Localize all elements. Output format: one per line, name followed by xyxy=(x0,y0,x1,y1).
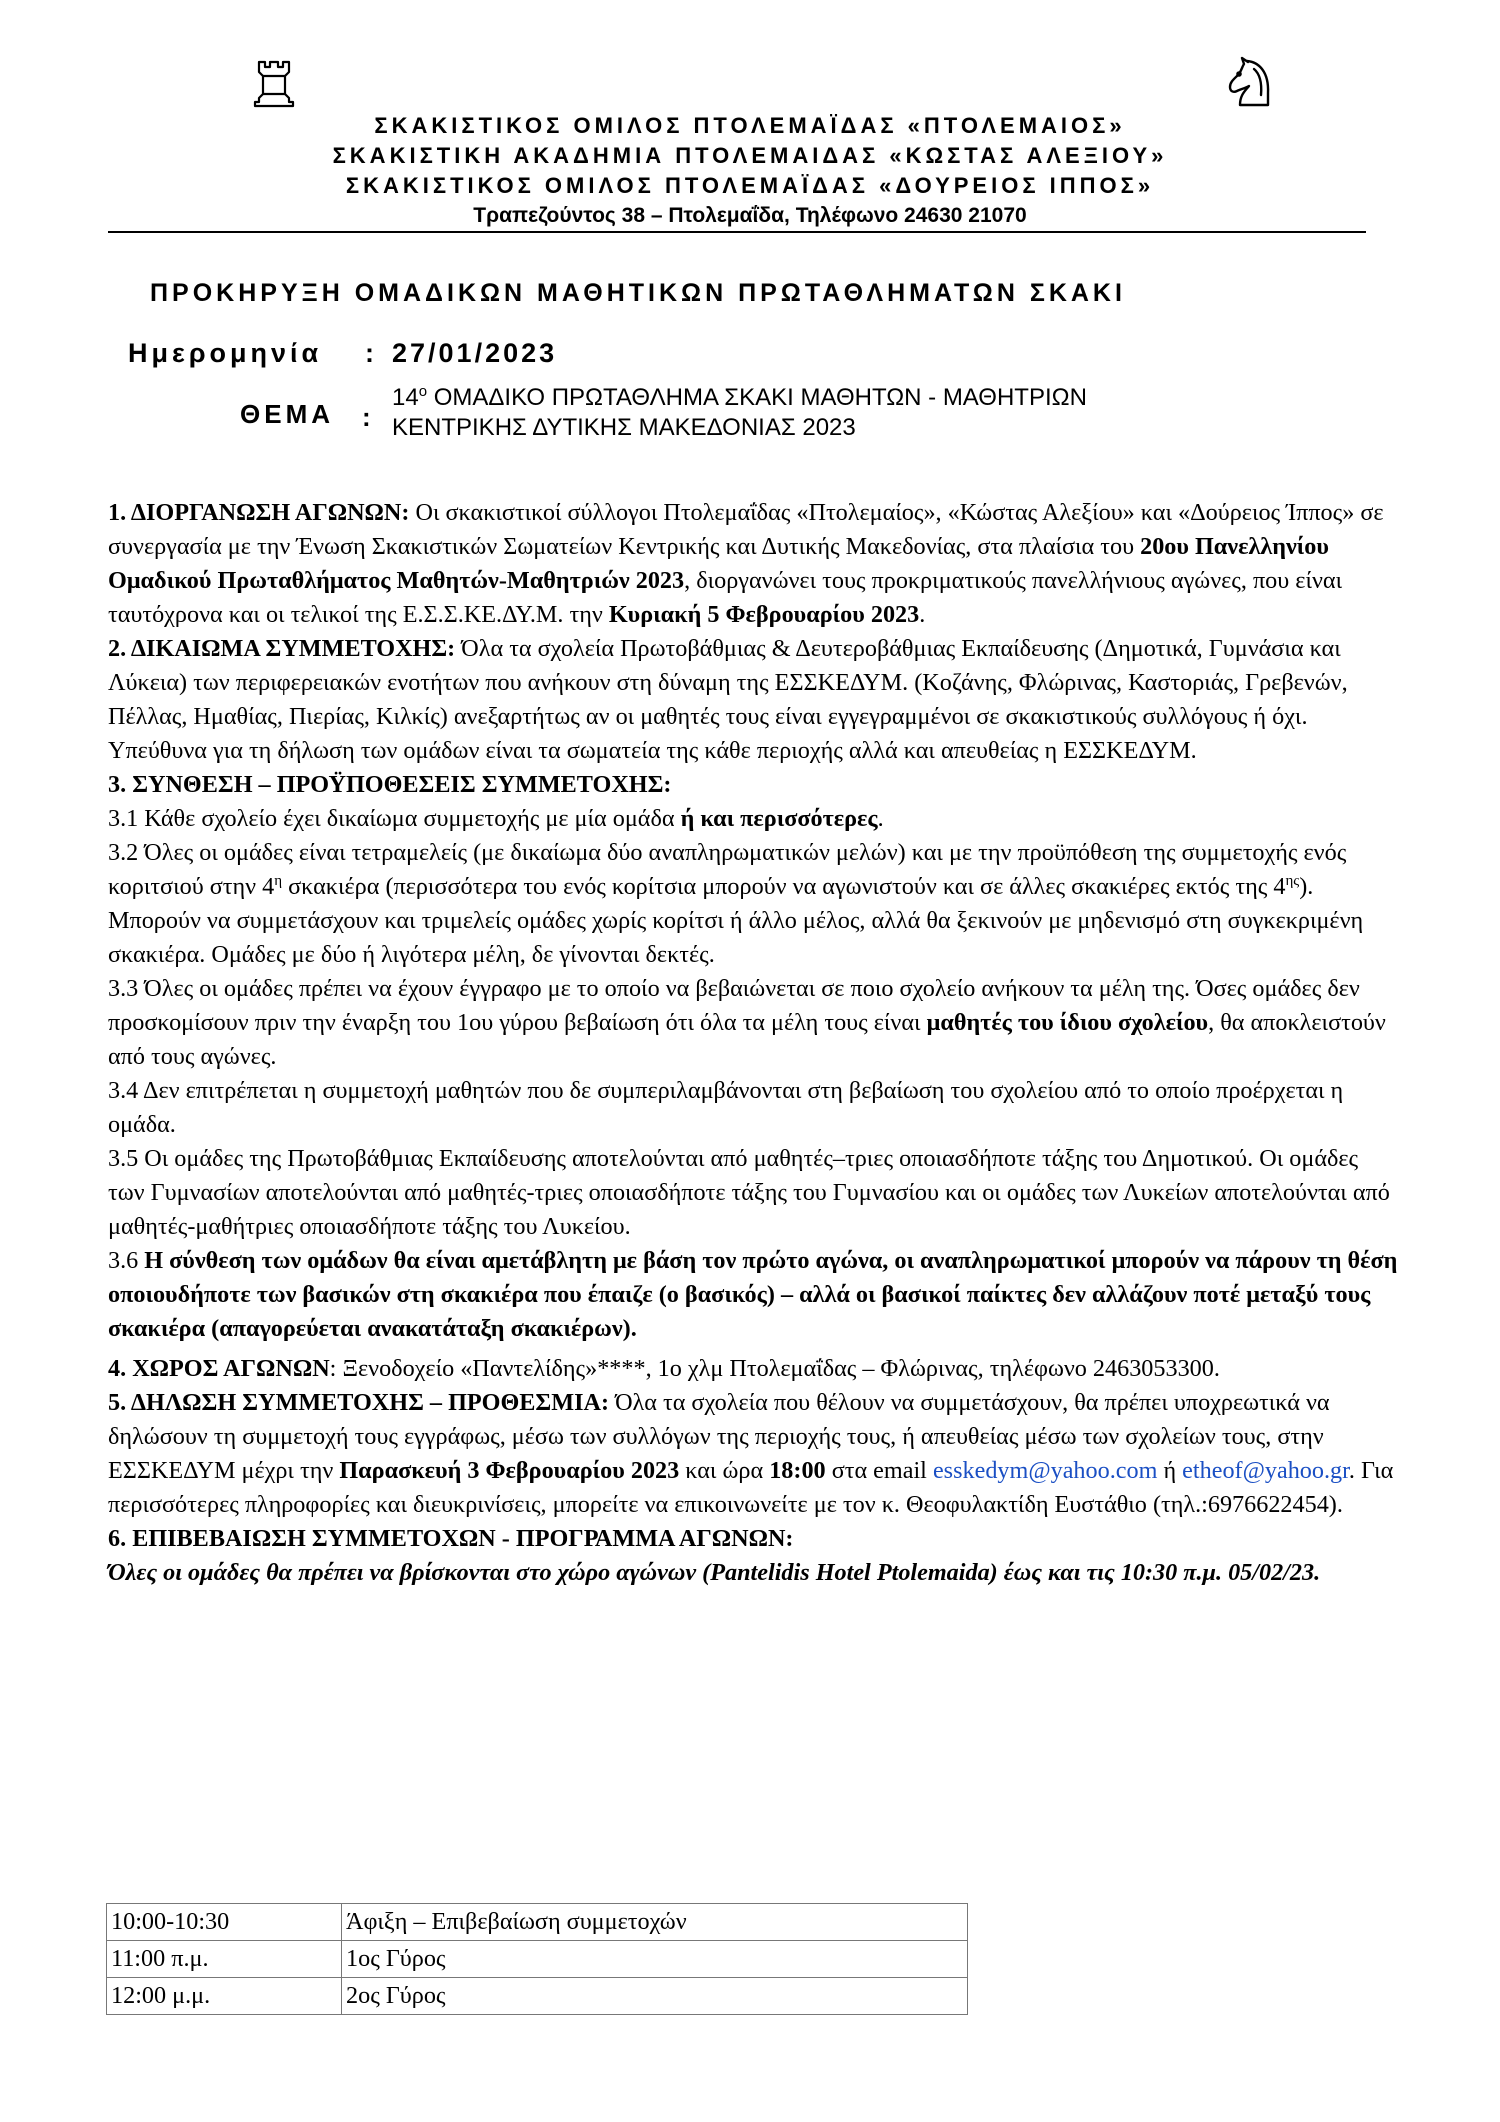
letterhead xyxy=(150,111,1350,231)
section-3-heading: 3. ΣΥΝΘΕΣΗ – ΠΡΟΫΠΟΘΕΣΕΙΣ ΣΥΜΜΕΤΟΧΗΣ: xyxy=(108,771,672,798)
clause-3-1: 3.1 Κάθε σχολείο έχει δικαίωμα συμμετοχής με μία ομάδα ή και περισσότερες. xyxy=(108,805,884,832)
clause-3-6: 3.6 Η σύνθεση των ομάδων θα είναι αμετάβλητη με βάση τον πρώτο αγώνα, οι αναπληρωματικοί μπορούν να πάρουν τη θέση οποιουδήποτε των βασικών στη σκακιέρα που έπαιζε (ο βασικός) – αλλά οι βασικοί παίκτες δεν αλλάζουν ποτέ μεταξύ τους σκακιέρα (απαγορεύεται ανακατάταξη σκακιέρων). xyxy=(108,1247,1398,1342)
schedule-time: 11:00 π.μ. xyxy=(107,1941,342,1978)
schedule-table xyxy=(106,1903,968,2015)
club-name-1: ΣΚΑΚΙΣΤΙΚΟΣ ΟΜΙΛΟΣ ΠΤΟΛΕΜΑΪΔΑΣ «ΠΤΟΛΕΜΑΙΟΣ» xyxy=(374,113,1126,138)
section-5-heading: 5. ΔΗΛΩΣΗ ΣΥΜΜΕΤΟΧΗΣ – ΠΡΟΘΕΣΜΙΑ: xyxy=(108,1389,610,1416)
subject-line-2: ΚΕΝΤΡΙΚΗΣ ΔΥΤΙΚΗΣ ΜΑΚΕΔΟΝΙΑΣ 2023 xyxy=(392,414,856,441)
club-address: Τραπεζούντος 38 – Πτολεμαΐδα, Τηλέφωνο 24630 21070 xyxy=(473,204,1027,227)
section-6-heading: 6. ΕΠΙΒΕΒΑΙΩΣΗ ΣΥΜΜΕΤΟΧΩΝ - ΠΡΟΓΡΑΜΜΑ ΑΓΩΝΩΝ: xyxy=(108,1525,794,1552)
subject-colon: : xyxy=(362,402,371,432)
table-row xyxy=(107,1978,968,2015)
email-link-esskedym[interactable]: esskedym@yahoo.com xyxy=(932,1457,1158,1484)
club-name-2: ΣΚΑΚΙΣΤΙΚΗ ΑΚΑΔΗΜΙΑ ΠΤΟΛΕΜΑΙΔΑΣ «ΚΩΣΤΑΣ ΑΛΕΞΙΟΥ» xyxy=(332,143,1168,168)
club-name-3: ΣΚΑΚΙΣΤΙΚΟΣ ΟΜΙΛΟΣ ΠΤΟΛΕΜΑΪΔΑΣ «ΔΟΥΡΕΙΟΣ ΙΠΠΟΣ» xyxy=(345,173,1155,198)
section-1-heading: 1. ΔΙΟΡΓΑΝΩΣΗ ΑΓΩΝΩΝ: xyxy=(108,499,410,526)
date-label: Ημερομηνία xyxy=(128,338,323,368)
date-colon: : xyxy=(365,338,374,368)
header-divider xyxy=(108,231,1366,233)
table-row xyxy=(107,1941,968,1978)
subject-number: 14 xyxy=(392,384,419,411)
date-value: 27/01/2023 xyxy=(392,338,558,368)
chess-rook-icon xyxy=(253,58,295,108)
email-link-etheof[interactable]: etheof@yahoo.gr xyxy=(1182,1457,1349,1484)
subject-ordinal: ο xyxy=(418,383,428,400)
chess-knight-icon xyxy=(1225,55,1275,110)
clause-3-4: 3.4 Δεν επιτρέπεται η συμμετοχή μαθητών που δε συμπεριλαμβάνονται στη βεβαίωση του σχολείου από το οποίο προέρχεται η ομάδα. xyxy=(108,1077,1344,1138)
announcement-body xyxy=(108,496,1398,1590)
schedule-event: 2ος Γύρος xyxy=(342,1978,968,2015)
page-title: ΠΡΟΚΗΡΥΞΗ ΟΜΑΔΙΚΩΝ ΜΑΘΗΤΙΚΩΝ ΠΡΩΤΑΘΛΗΜΑΤΩΝ ΣΚΑΚΙ xyxy=(150,279,1126,307)
section-4: 4. ΧΩΡΟΣ ΑΓΩΝΩΝ: Ξενοδοχείο «Παντελίδης»****, 1ο χλμ Πτολεμαΐδας – Φλώρινας, τηλέφωνο 2463053300. xyxy=(108,1355,1220,1382)
subject-label: ΘΕΜΑ xyxy=(240,399,334,429)
schedule-event: Άφιξη – Επιβεβαίωση συμμετοχών xyxy=(342,1904,968,1941)
table-row xyxy=(107,1904,968,1941)
subject-text xyxy=(392,383,1087,443)
clause-3-3: 3.3 Όλες οι ομάδες πρέπει να έχουν έγγραφο με το οποίο να βεβαιώνεται σε ποιο σχολείο ανήκουν τα μέλη της. Όσες ομάδες δεν προσκομίσουν πριν την έναρξη του 1ου γύρου βεβαίωση ότι όλα τα μέλη τους είναι μαθητές του ίδιου σχολείου, θα αποκλειστούν από τους αγώνες. xyxy=(108,975,1386,1070)
schedule-event: 1ος Γύρος xyxy=(342,1941,968,1978)
section-1: 1. ΔΙΟΡΓΑΝΩΣΗ ΑΓΩΝΩΝ: Οι σκακιστικοί σύλλογοι Πτολεμαΐδας «Πτολεμαίος», «Κώστας Αλεξίου» και «Δούρειος Ίππος» σε συνεργασία με την Ένωση Σκακιστικών Σωματείων Κεντρικής και Δυτικής Μακεδονίας, στα πλαίσια του 20ου Πανελληνίου Ομαδικού Πρωταθλήματος Μαθητών-Μαθητριών 2023, διοργανώνει τους προκριματικούς πανελλήνιους αγώνες, που είναι ταυτόχρονα και οι τελικοί της Ε.Σ.Σ.ΚΕ.ΔΥ.Μ. την Κυριακή 5 Φεβρουαρίου 2023. xyxy=(108,499,1384,628)
subject-line-1 xyxy=(392,383,1087,413)
clause-3-2: 3.2 Όλες οι ομάδες είναι τετραμελείς (με δικαίωμα δύο αναπληρωματικών μελών) και με την προϋπόθεση της συμμετοχής ενός κοριτσιού στην $4^\eta$ σκακιέρα (περισσότερα του ενός κορίτσια μπορούν να αγωνιστούν και σε άλλες σκακιέρες εκτός της $4^{\eta\varsigma}$). Μπορούν να συμμετάσχουν και τριμελείς ομάδες χωρίς κορίτσι ή άλλο μέλος, αλλά θα ξεκινούν με μηδενισμό στη συγκεκριμένη σκακιέρα. Ομάδες με δύο ή λιγότερα μέλη, δε γίνονται δεκτές. xyxy=(108,839,1364,968)
clause-3-5: 3.5 Οι ομάδες της Πρωτοβάθμιας Εκπαίδευσης αποτελούνται από μαθητές–τριες οποιασδήποτε τάξης του Δημοτικού. Οι ομάδες των Γυμνασίων αποτελούνται από μαθητές-τριες οποιασδήποτε τάξης του Γυμνασίου και οι ομάδες των Λυκείων αποτελούνται από μαθητές-μαθήτριες οποιασδήποτε τάξης του Λυκείου. xyxy=(108,1145,1390,1240)
subject-line-1-text: ΟΜΑΔΙΚΟ ΠΡΩΤΑΘΛΗΜΑ ΣΚΑΚΙ ΜΑΘΗΤΩΝ - ΜΑΘΗΤΡΙΩΝ xyxy=(427,384,1087,411)
schedule-time: 12:00 μ.μ. xyxy=(107,1978,342,2015)
section-2: 2. ΔΙΚΑΙΩΜΑ ΣΥΜΜΕΤΟΧΗΣ: Όλα τα σχολεία Πρωτοβάθμιας & Δευτεροβάθμιας Εκπαίδευσης (Δημοτικά, Γυμνάσια και Λύκεια) των περιφερειακών ενοτήτων που ανήκουν στη δύναμη της ΕΣΣΚΕΔΥΜ. (Κοζάνης, Φλώρινας, Καστοριάς, Γρεβενών, Πέλλας, Ημαθίας, Πιερίας, Κιλκίς) ανεξαρτήτως αν οι μαθητές τους είναι εγγεγραμμένοι σε σκακιστικούς συλλόγους ή όχι. Υπεύθυνα για τη δήλωση των ομάδων είναι τα σωματεία της κάθε περιοχής αλλά και απευθείας η ΕΣΣΚΕΔΥΜ. xyxy=(108,635,1348,764)
schedule-time: 10:00-10:30 xyxy=(107,1904,342,1941)
section-5: 5. ΔΗΛΩΣΗ ΣΥΜΜΕΤΟΧΗΣ – ΠΡΟΘΕΣΜΙΑ: Όλα τα σχολεία που θέλουν να συμμετάσχουν, θα πρέπει υποχρεωτικά να δηλώσουν τη συμμετοχή τους εγγράφως, μέσω των συλλόγων της περιοχής τους, ή απευθείας μέσω των σχολείων τους, στην ΕΣΣΚΕΔΥΜ μέχρι την Παρασκευή 3 Φεβρουαρίου 2023 και ώρα 18:00 στα email esskedym@yahoo.com ή etheof@yahoo.gr. Για περισσότερες πληροφορίες και διευκρινίσεις, μπορείτε να επικοινωνείτε με τον κ. Θεοφυλακτίδη Ευστάθιο (τηλ.:6976622454). xyxy=(108,1389,1394,1518)
section-2-heading: 2. ΔΙΚΑΙΩΜΑ ΣΥΜΜΕΤΟΧΗΣ: xyxy=(108,635,456,662)
section-6-notice: Όλες οι ομάδες θα πρέπει να βρίσκονται στο χώρο αγώνων (Pantelidis Hotel Ptolemaida) έως και τις 10:30 π.μ. 05/02/23. xyxy=(108,1559,1321,1586)
section-4-heading: 4. ΧΩΡΟΣ ΑΓΩΝΩΝ xyxy=(108,1355,330,1382)
